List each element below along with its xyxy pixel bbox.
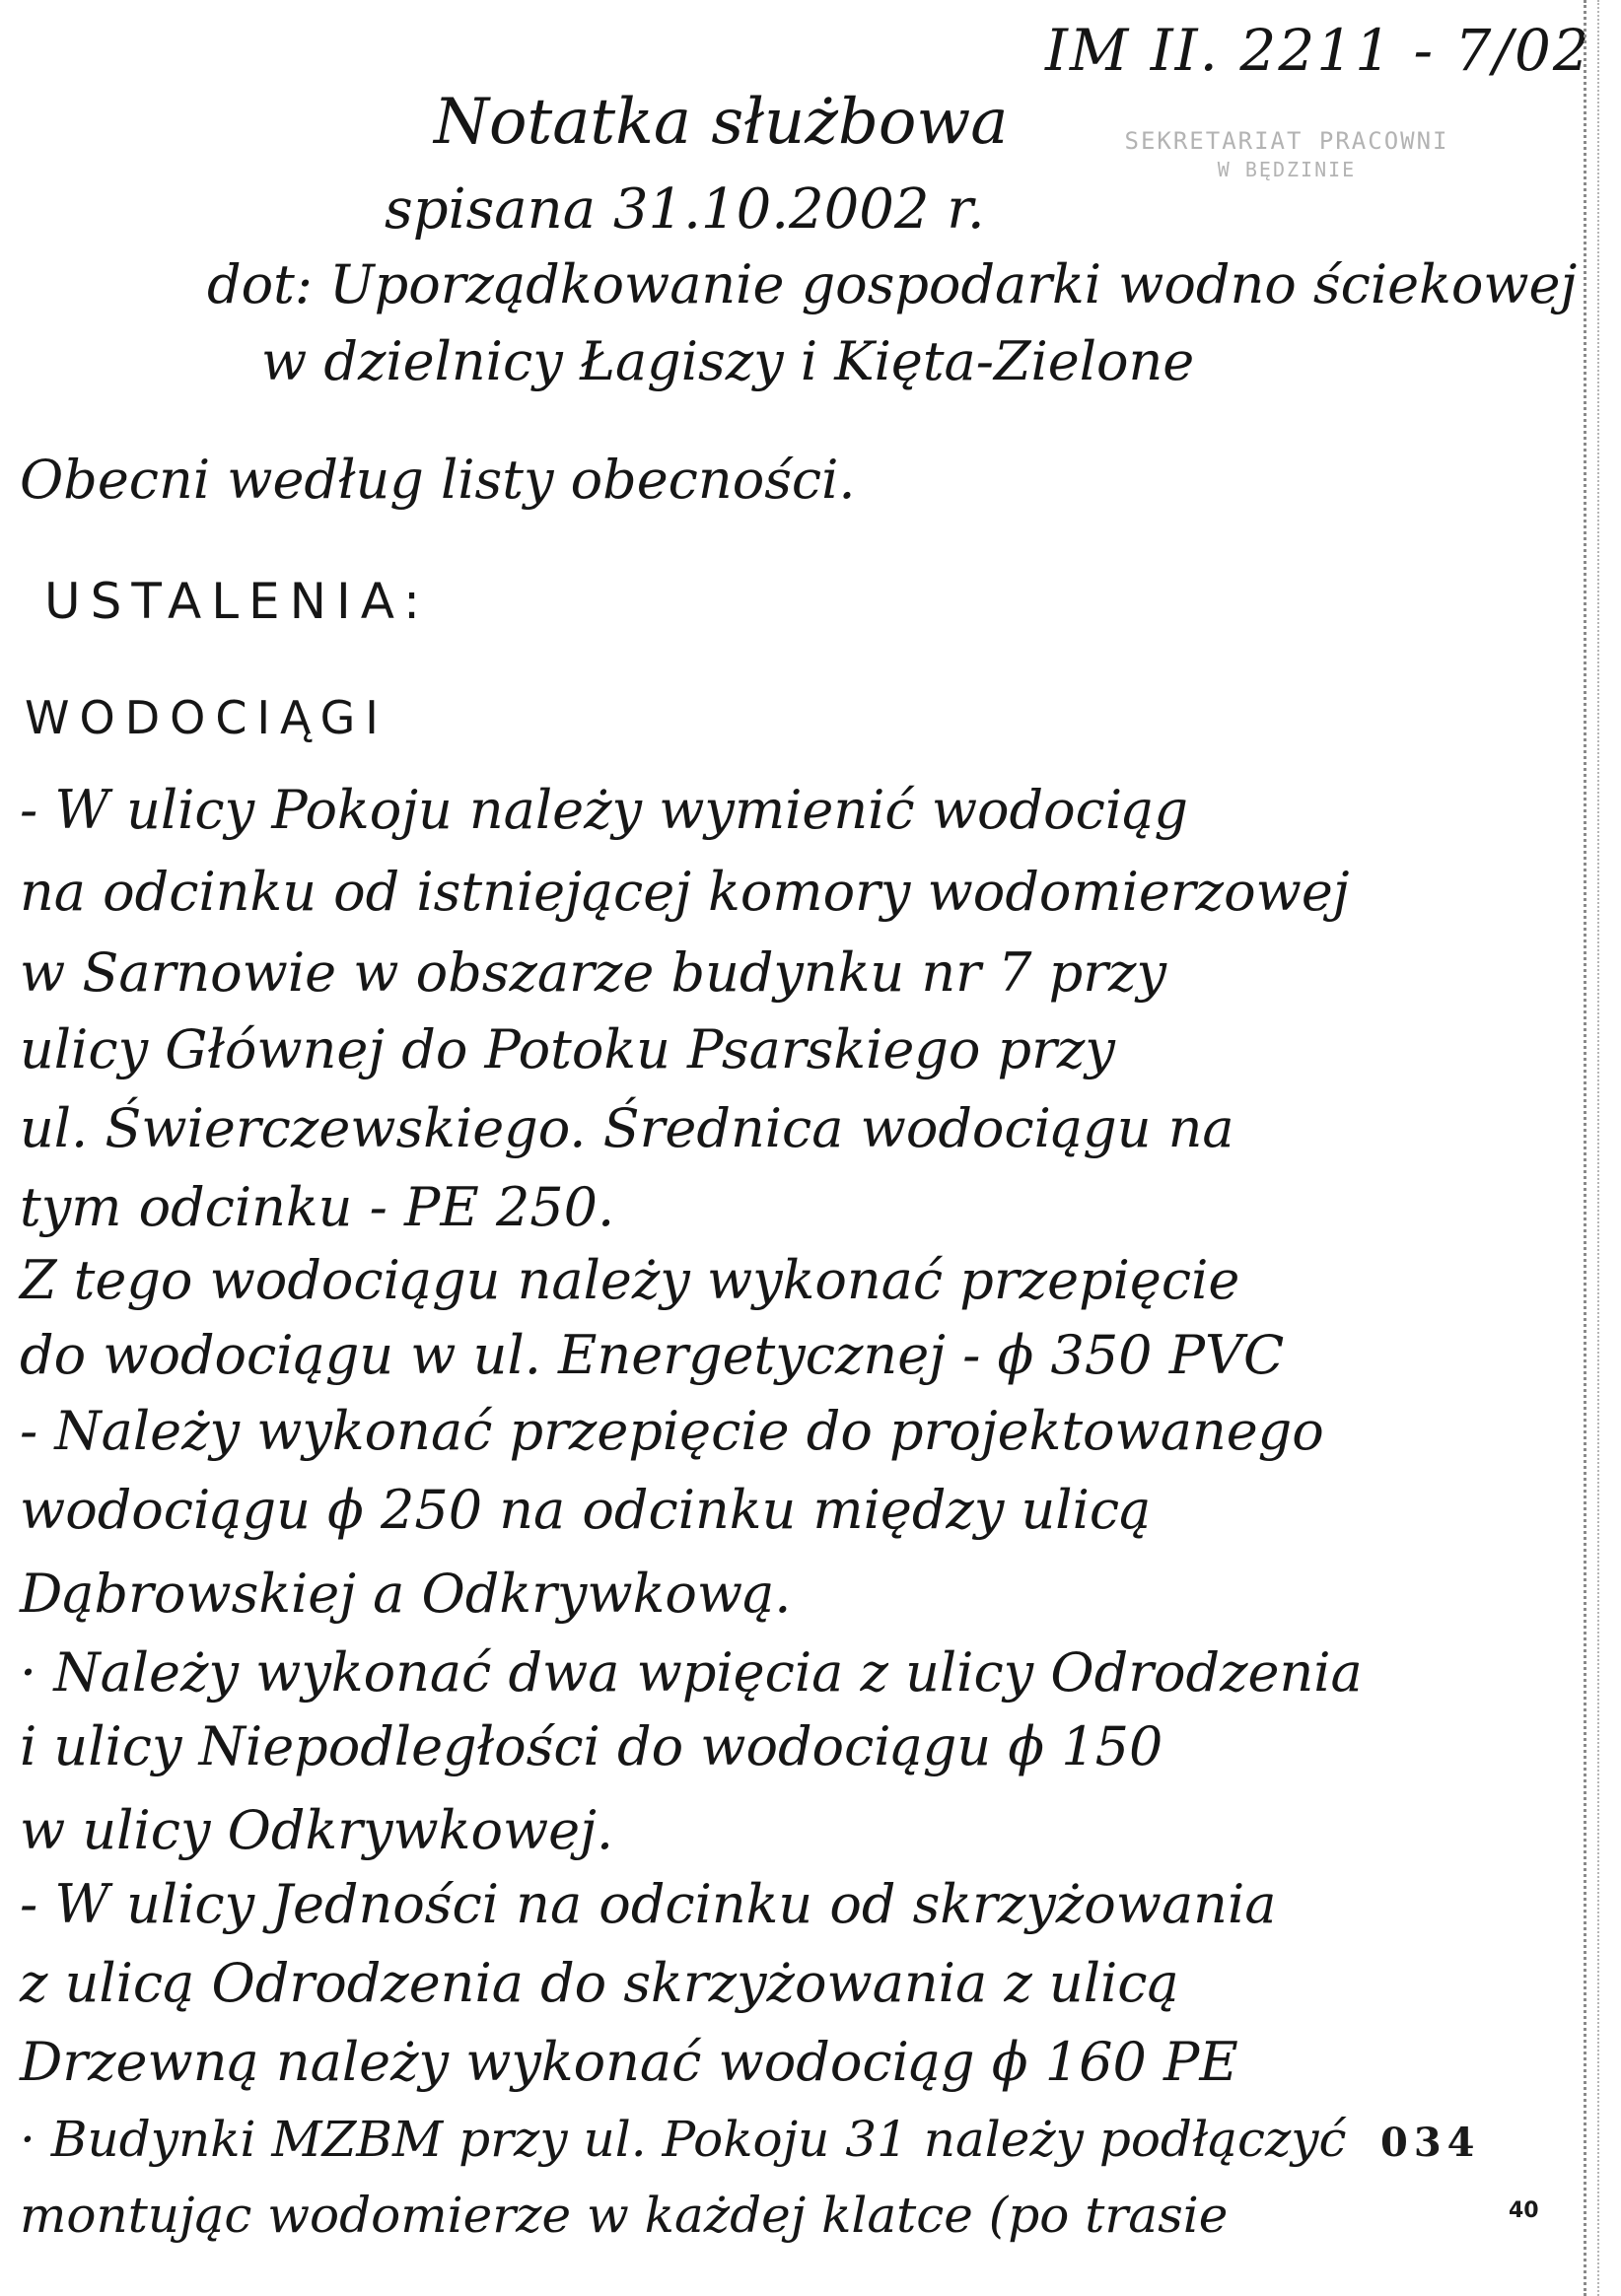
attendance-line: Obecni według listy obecności. — [20, 449, 856, 511]
document-title: Notatka służbowa — [434, 86, 1009, 159]
date-line: spisana 31.10.2002 r. — [385, 177, 985, 242]
body-line: z ulicą Odrodzenia do skrzyżowania z ulicą — [20, 1952, 1179, 2014]
body-line: · Budynki MZBM przy ul. Pokoju 31 należy podłączyć — [20, 2111, 1347, 2168]
body-line: ul. Świerczewskiego. Średnica wodociągu na — [20, 1097, 1234, 1159]
body-line: - W ulicy Pokoju należy wymienić wodociąg — [20, 779, 1188, 841]
section-heading: USTALENIA: — [44, 573, 430, 630]
body-line: Z tego wodociągu należy wykonać przepięcie — [20, 1249, 1240, 1311]
body-line: wodociągu ϕ 250 na odcinku między ulicą — [20, 1479, 1152, 1541]
body-line: - Należy wykonać przepięcie do projektowanego — [20, 1400, 1324, 1462]
body-line: montując wodomierze w każdej klatce (po trasie — [20, 2187, 1229, 2244]
body-line: w Sarnowie w obszarze budynku nr 7 przy — [20, 941, 1166, 1004]
body-line: i ulicy Niepodległości do wodociągu ϕ 150 — [20, 1715, 1163, 1777]
body-line: - W ulicy Jedności na odcinku od skrzyżowania — [20, 1873, 1277, 1935]
page-number: 40 — [1509, 2198, 1539, 2223]
reference-number: IM II. 2211 - 7/02 — [1045, 17, 1591, 84]
subsection-heading: WODOCIĄGI — [25, 691, 388, 744]
body-line: tym odcinku - PE 250. — [20, 1176, 615, 1238]
stamp-line-2: W BĘDZINIE — [1217, 158, 1357, 182]
subject-line-2: w dzielnicy Łagiszy i Kięta-Zielone — [261, 330, 1195, 392]
body-line: Drzewną należy wykonać wodociąg ϕ 160 PE — [20, 2031, 1238, 2093]
document-number: 034 — [1380, 2120, 1481, 2166]
body-line: ulicy Głównej do Potoku Psarskiego przy — [20, 1018, 1115, 1080]
office-stamp — [1109, 126, 1464, 207]
body-line: na odcinku od istniejącej komory wodomierzowej — [20, 861, 1350, 923]
body-line: w ulicy Odkrywkowej. — [20, 1799, 614, 1861]
stamp-line-1: SEKRETARIAT PRACOWNI — [1124, 127, 1449, 155]
body-line: Dąbrowskiej a Odkrywkową. — [20, 1563, 792, 1625]
body-line: · Należy wykonać dwa wpięcia z ulicy Odrodzenia — [20, 1641, 1363, 1704]
subject-line-1: dot: Uporządkowanie gospodarki wodno ściekowej — [207, 253, 1578, 315]
binding-margin-rule — [1584, 0, 1586, 2296]
binding-margin-rule-secondary — [1597, 0, 1599, 2296]
body-line: do wodociągu w ul. Energetycznej - ϕ 350 PVC — [20, 1324, 1285, 1386]
